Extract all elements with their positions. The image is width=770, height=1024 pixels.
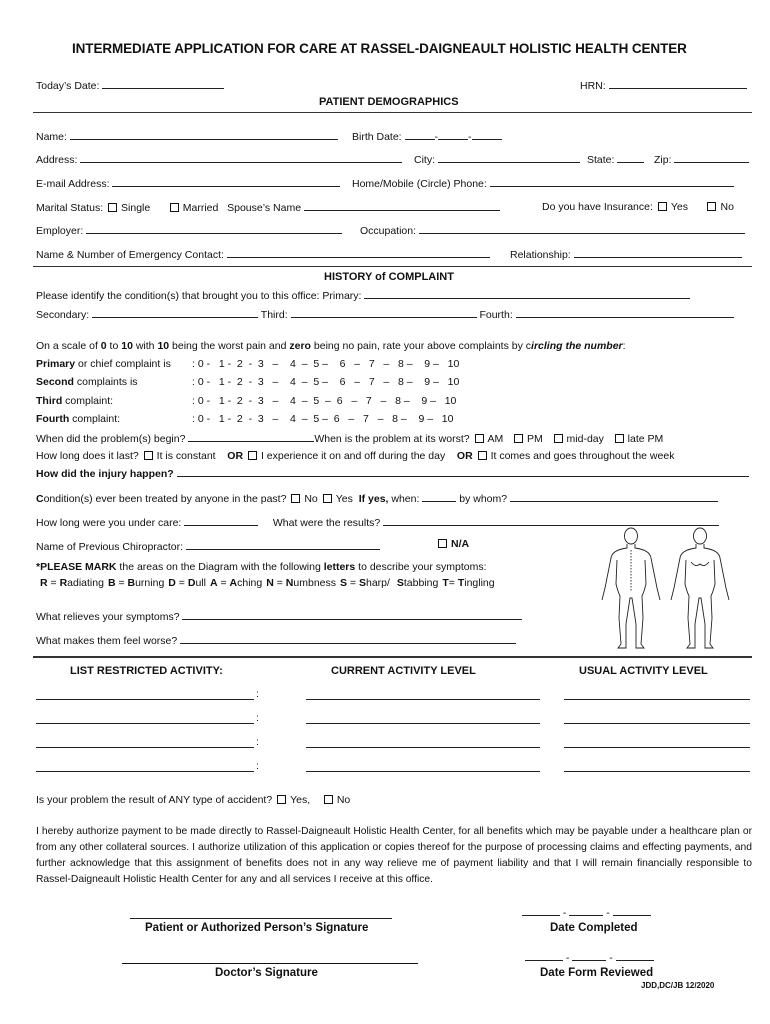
city-field[interactable] bbox=[438, 153, 580, 163]
pain-scale-numbers[interactable]: : 0 - 1 - 2 - 3 – 4 – 5 – 6 – 7 – 8 – 9 – 10 bbox=[192, 395, 457, 407]
name-row bbox=[36, 130, 338, 143]
date-separator: - bbox=[609, 952, 613, 964]
legend-initial: N bbox=[285, 577, 294, 589]
secondary-field[interactable] bbox=[92, 308, 258, 318]
worse-label: What makes them feel worse? bbox=[36, 635, 178, 647]
activity-field[interactable] bbox=[564, 747, 750, 748]
married-checkbox[interactable] bbox=[170, 203, 179, 212]
birth-month-field[interactable] bbox=[405, 130, 435, 140]
insurance-no-checkbox[interactable] bbox=[707, 202, 716, 211]
or-label: OR bbox=[227, 450, 244, 462]
begin-label: When did the problem(s) begin? bbox=[36, 433, 186, 445]
legend-eq: = bbox=[347, 577, 359, 589]
state-row bbox=[587, 153, 644, 166]
scale-text: being the worst pain and bbox=[169, 340, 290, 352]
insurance-label: Do you have Insurance: bbox=[542, 201, 653, 213]
employer-field[interactable] bbox=[86, 224, 342, 234]
date-reviewed-month[interactable] bbox=[525, 951, 563, 961]
birth-date-row: Birth Date: - - bbox=[352, 130, 502, 143]
spouse-field[interactable] bbox=[304, 201, 500, 211]
patient-signature-label: Patient or Authorized Person’s Signature bbox=[145, 922, 369, 934]
activity-colon: : bbox=[256, 712, 259, 724]
pain-scale-instructions bbox=[36, 340, 626, 352]
relieves-field[interactable] bbox=[182, 610, 522, 620]
third-label: Third: bbox=[260, 309, 288, 321]
email-label: E-mail Address: bbox=[36, 178, 110, 190]
divider bbox=[33, 266, 752, 267]
activity-field[interactable] bbox=[564, 699, 750, 700]
na-row bbox=[436, 538, 469, 550]
on-off-label: I experience it on and off during the day bbox=[260, 450, 446, 462]
insurance-yes-label: Yes bbox=[670, 201, 688, 213]
duration-row bbox=[36, 450, 674, 462]
legend-initial: T bbox=[457, 577, 465, 589]
body-front-figure bbox=[671, 528, 729, 648]
primary-condition-row bbox=[36, 289, 690, 302]
legend-key: B bbox=[107, 577, 116, 589]
legend-eq: = bbox=[273, 577, 286, 589]
relationship-label: Relationship: bbox=[510, 249, 571, 261]
activity-field[interactable] bbox=[306, 747, 540, 748]
scale-zero-word: zero bbox=[289, 340, 311, 352]
legend-item bbox=[40, 577, 104, 589]
duration-label: How long does it last? bbox=[36, 450, 139, 462]
legend-key: A bbox=[209, 577, 218, 589]
legend-item bbox=[210, 577, 262, 589]
legend-initial: R bbox=[59, 577, 68, 589]
legend-key: T bbox=[442, 577, 449, 589]
address-label: Address: bbox=[36, 154, 78, 166]
injury-label: How did the injury happen? bbox=[36, 468, 174, 480]
constant-label: It is constant bbox=[156, 450, 216, 462]
scale-text: On a scale of bbox=[36, 340, 101, 352]
symptom-legend bbox=[40, 577, 499, 589]
treated-row bbox=[36, 492, 718, 505]
comes-goes-checkbox[interactable] bbox=[478, 451, 487, 460]
pain-scale-label-bold: Fourth bbox=[36, 413, 70, 425]
zip-row bbox=[654, 153, 749, 166]
date-separator: - bbox=[562, 907, 567, 919]
treated-yes-label: Yes bbox=[335, 493, 353, 505]
legend-word: umbness bbox=[293, 577, 336, 589]
constant-checkbox[interactable] bbox=[144, 451, 153, 460]
doctor-signature-label: Doctor’s Signature bbox=[215, 967, 318, 979]
activity-field[interactable] bbox=[306, 699, 540, 700]
zip-label: Zip: bbox=[654, 154, 672, 166]
activity-field[interactable] bbox=[36, 771, 254, 772]
treated-label: ondition(s) ever been treated by anyone in the past? bbox=[43, 493, 287, 505]
mark-instructions-text: to describe your symptoms: bbox=[355, 561, 487, 573]
begin-row bbox=[36, 432, 663, 445]
relieves-row bbox=[36, 610, 522, 623]
hrn-field[interactable] bbox=[609, 79, 747, 89]
by-whom-label: by whom? bbox=[459, 493, 508, 505]
date-completed-field bbox=[522, 906, 651, 919]
accident-yes-label: Yes, bbox=[290, 794, 311, 806]
mark-instructions-bold: letters bbox=[323, 561, 356, 573]
activity-field[interactable] bbox=[36, 723, 254, 724]
late-pm-checkbox[interactable] bbox=[615, 434, 624, 443]
birth-year-field[interactable] bbox=[472, 130, 502, 140]
accident-no-checkbox[interactable] bbox=[324, 795, 333, 804]
todays-date-label: Today’s Date: bbox=[36, 80, 100, 92]
na-checkbox[interactable] bbox=[438, 539, 447, 548]
body-back-figure bbox=[602, 528, 660, 648]
accident-yes-checkbox[interactable] bbox=[277, 795, 286, 804]
address-field[interactable] bbox=[80, 153, 402, 163]
legend-initial: D bbox=[187, 577, 196, 589]
pain-scale-label-text: complaint: bbox=[62, 395, 114, 407]
marital-status-label: Marital Status: bbox=[36, 202, 104, 214]
fourth-label: Fourth: bbox=[479, 309, 513, 321]
date-reviewed-label: Date Form Reviewed bbox=[540, 967, 654, 979]
current-activity-heading: CURRENT ACTIVITY LEVEL bbox=[331, 665, 476, 677]
pain-scale-numbers[interactable]: : 0 - 1 - 2 - 3 – 4 – 5 – 6 – 7 – 8 – 9 – 10 bbox=[192, 358, 460, 370]
phone-row bbox=[352, 177, 734, 190]
midday-checkbox[interactable] bbox=[554, 434, 563, 443]
treated-yes-checkbox[interactable] bbox=[323, 494, 332, 503]
primary-condition-field[interactable] bbox=[364, 289, 690, 299]
pain-scale-row bbox=[36, 413, 453, 425]
scale-zero: 0 bbox=[100, 340, 107, 352]
legend-eq: = bbox=[175, 577, 188, 589]
legend-item bbox=[340, 577, 393, 589]
worse-row bbox=[36, 634, 516, 647]
insurance-yes-checkbox[interactable] bbox=[658, 202, 667, 211]
third-field[interactable] bbox=[291, 308, 477, 318]
mark-instructions bbox=[36, 561, 487, 573]
legend-word: ingling bbox=[464, 577, 495, 589]
scale-circling: ircling the number bbox=[531, 340, 623, 352]
form-title: INTERMEDIATE APPLICATION FOR CARE AT RASSEL-DAIGNEAULT HOLISTIC HEALTH CENTER bbox=[72, 41, 687, 56]
activity-colon: : bbox=[256, 688, 259, 700]
results-label: What were the results? bbox=[272, 517, 381, 529]
restricted-activity-heading: LIST RESTRICTED ACTIVITY: bbox=[70, 665, 223, 677]
relieves-label: What relieves your symptoms? bbox=[36, 611, 180, 623]
doctor-signature-line[interactable] bbox=[122, 963, 418, 964]
phone-field[interactable] bbox=[490, 177, 734, 187]
comes-goes-label: It comes and goes throughout the week bbox=[490, 450, 675, 462]
hrn-row bbox=[580, 79, 747, 92]
legend-initial: S bbox=[358, 577, 366, 589]
spouse-label: Spouse’s Name bbox=[227, 202, 302, 214]
legend-initial: S bbox=[396, 577, 404, 589]
injury-field[interactable] bbox=[177, 467, 749, 477]
legend-initial: B bbox=[127, 577, 136, 589]
legend-key: S bbox=[340, 577, 348, 589]
injury-row bbox=[36, 467, 749, 480]
state-label: State: bbox=[587, 154, 615, 166]
by-whom-field[interactable] bbox=[510, 492, 718, 502]
pain-scale-label-bold: Third bbox=[36, 395, 63, 407]
treated-when-field[interactable] bbox=[422, 492, 456, 502]
pain-scale-row bbox=[36, 358, 459, 370]
under-care-label: How long were you under care: bbox=[36, 517, 182, 529]
activity-field[interactable] bbox=[564, 723, 750, 724]
legend-key: R bbox=[40, 577, 48, 589]
activity-colon: : bbox=[256, 760, 259, 772]
date-completed-label: Date Completed bbox=[550, 922, 638, 934]
scale-ten: 10 bbox=[157, 340, 170, 352]
pain-scale-label bbox=[36, 395, 192, 407]
worst-label: When is the problem at its worst? bbox=[314, 433, 470, 445]
date-separator: - bbox=[565, 952, 570, 964]
pain-scale-label-text: complaint: bbox=[69, 413, 121, 425]
legend-key: N bbox=[266, 577, 274, 589]
am-label: AM bbox=[487, 433, 504, 445]
prev-chiro-label: Name of Previous Chiropractor: bbox=[36, 541, 184, 553]
legend-word: adiating bbox=[67, 577, 104, 589]
scale-text: : bbox=[622, 340, 626, 352]
patient-signature-line[interactable] bbox=[130, 918, 392, 919]
worse-field[interactable] bbox=[180, 634, 516, 644]
divider bbox=[33, 112, 752, 113]
accident-no-label: No bbox=[336, 794, 351, 806]
or-label: OR bbox=[456, 450, 473, 462]
hrn-label: HRN: bbox=[580, 80, 606, 92]
insurance-no-label: No bbox=[720, 201, 734, 213]
legend-eq: = bbox=[47, 577, 60, 589]
todays-date-row bbox=[36, 79, 224, 92]
legend-item bbox=[108, 577, 164, 589]
patient-demographics-heading: PATIENT DEMOGRAPHICS bbox=[319, 96, 459, 108]
midday-label: mid-day bbox=[566, 433, 604, 445]
date-reviewed-day[interactable] bbox=[572, 951, 606, 961]
prev-chiro-row bbox=[36, 540, 380, 553]
legend-word: ching bbox=[237, 577, 263, 589]
na-label: N/A bbox=[451, 538, 470, 550]
authorization-paragraph: I hereby authorize payment to be made directly to Rassel-Daigneault Holistic Health Center, for all benefits which may be payable under a healthcare plan or from any other collateral sources. I authorize utilization of this application or copies thereof for the purpose of processing claims and effecting payments, and further acknowledge that this assignment of benefits does not in any way relieve me of payment liability and that I will remain financially responsible to Rassel-Daigneault Holistic Health Center for any and all services I receive at this office. bbox=[36, 826, 752, 885]
identify-label: Please identify the condition(s) that brought you to this office: Primary: bbox=[36, 290, 362, 302]
date-reviewed-field bbox=[525, 951, 654, 964]
city-row bbox=[414, 153, 580, 166]
treated-no-checkbox[interactable] bbox=[291, 494, 300, 503]
pain-scale-numbers[interactable]: : 0 - 1 - 2 - 3 – 4 – 5 – 6 – 7 – 8 – 9 – 10 bbox=[192, 376, 460, 388]
mark-instructions-bold: *PLEASE MARK bbox=[36, 561, 117, 573]
pain-scale-row bbox=[36, 395, 456, 407]
pain-scale-label-bold: Primary bbox=[36, 358, 76, 370]
state-field[interactable] bbox=[617, 153, 644, 163]
am-checkbox[interactable] bbox=[475, 434, 484, 443]
prev-chiro-field[interactable] bbox=[186, 540, 380, 550]
accident-label: Is your problem the result of ANY type of accident? bbox=[36, 794, 273, 806]
insurance-row bbox=[542, 201, 734, 213]
zip-field[interactable] bbox=[674, 153, 749, 163]
legend-item bbox=[397, 577, 438, 589]
results-field[interactable] bbox=[383, 516, 719, 526]
form-version: JDD,DC/JB 12/2020 bbox=[641, 981, 715, 990]
single-checkbox[interactable] bbox=[108, 203, 117, 212]
date-completed-month[interactable] bbox=[522, 906, 560, 916]
other-conditions-row bbox=[36, 308, 734, 321]
occupation-field[interactable] bbox=[419, 224, 745, 234]
legend-key: D bbox=[168, 577, 176, 589]
if-yes-label: If yes, bbox=[358, 493, 389, 505]
pain-scale-row bbox=[36, 376, 459, 388]
legend-word: ull bbox=[195, 577, 206, 589]
emergency-contact-field[interactable] bbox=[227, 248, 490, 258]
activity-field[interactable] bbox=[306, 771, 540, 772]
phone-label: Home/Mobile (Circle) Phone: bbox=[352, 178, 487, 190]
employer-label: Employer: bbox=[36, 225, 84, 237]
activity-field[interactable] bbox=[36, 699, 254, 700]
begin-field[interactable] bbox=[188, 432, 314, 442]
body-diagram[interactable] bbox=[592, 526, 742, 654]
single-label: Single bbox=[121, 202, 151, 214]
accident-row bbox=[36, 794, 350, 806]
history-heading: HISTORY of COMPLAINT bbox=[324, 271, 454, 283]
mark-instructions-text: the areas on the Diagram with the following bbox=[116, 561, 324, 573]
date-completed-year[interactable] bbox=[613, 906, 651, 916]
todays-date-field[interactable] bbox=[102, 79, 224, 89]
pain-scale-label bbox=[36, 376, 192, 388]
birth-date-label: Birth Date: bbox=[352, 131, 402, 143]
pain-scale-label bbox=[36, 358, 192, 370]
legend-eq: = bbox=[448, 577, 458, 589]
marital-status-row bbox=[36, 201, 500, 214]
on-off-checkbox[interactable] bbox=[248, 451, 257, 460]
secondary-label: Secondary: bbox=[36, 309, 90, 321]
relationship-field[interactable] bbox=[574, 248, 742, 258]
legend-item bbox=[442, 577, 494, 589]
name-field[interactable] bbox=[70, 130, 338, 140]
occupation-label: Occupation: bbox=[360, 225, 417, 237]
treated-no-label: No bbox=[304, 493, 318, 505]
pain-scale-numbers[interactable]: : 0 - 1 - 2 - 3 – 4 – 5 – 6 – 7 – 8 – 9 – 10 bbox=[192, 413, 454, 425]
email-row bbox=[36, 177, 340, 190]
activity-field[interactable] bbox=[306, 723, 540, 724]
divider bbox=[33, 656, 752, 658]
date-separator: - bbox=[606, 907, 610, 919]
scale-text: to bbox=[106, 340, 122, 352]
fourth-field[interactable] bbox=[516, 308, 734, 318]
relationship-row bbox=[510, 248, 742, 261]
legend-word: urning bbox=[135, 577, 165, 589]
address-row bbox=[36, 153, 402, 166]
date-reviewed-year[interactable] bbox=[616, 951, 654, 961]
married-label: Married bbox=[182, 202, 219, 214]
pain-scale-label-text: complaints is bbox=[73, 376, 138, 388]
legend-word: tabbing bbox=[403, 577, 439, 589]
legend-word: harp/ bbox=[366, 577, 393, 589]
activity-field[interactable] bbox=[564, 771, 750, 772]
activity-field[interactable] bbox=[36, 747, 254, 748]
city-label: City: bbox=[414, 154, 435, 166]
scale-text: being no pain, rate your above complaints by c bbox=[310, 340, 532, 352]
legend-eq: = bbox=[217, 577, 230, 589]
emergency-contact-label: Name & Number of Emergency Contact: bbox=[36, 249, 224, 261]
occupation-row bbox=[360, 224, 745, 237]
pm-checkbox[interactable] bbox=[514, 434, 523, 443]
date-completed-day[interactable] bbox=[569, 906, 603, 916]
scale-text: with bbox=[132, 340, 158, 352]
email-field[interactable] bbox=[112, 177, 340, 187]
late-pm-label: late PM bbox=[627, 433, 664, 445]
legend-item bbox=[168, 577, 206, 589]
pm-label: PM bbox=[527, 433, 543, 445]
pain-scale-label-text: or chief complaint is bbox=[75, 358, 171, 370]
legend-item bbox=[266, 577, 336, 589]
activity-colon: : bbox=[256, 736, 259, 748]
when-label: when: bbox=[388, 493, 420, 505]
treated-initial: C bbox=[36, 493, 44, 505]
emergency-contact-row bbox=[36, 248, 490, 261]
pain-scale-label bbox=[36, 413, 192, 425]
legend-eq: = bbox=[115, 577, 128, 589]
scale-ten: 10 bbox=[121, 340, 133, 352]
pain-scale-label-bold: Second bbox=[36, 376, 74, 388]
usual-activity-heading: USUAL ACTIVITY LEVEL bbox=[579, 665, 708, 677]
legend-initial: A bbox=[229, 577, 238, 589]
under-care-field[interactable] bbox=[184, 516, 258, 526]
birth-day-field[interactable] bbox=[438, 130, 468, 140]
name-label: Name: bbox=[36, 131, 67, 143]
employer-row bbox=[36, 224, 342, 237]
